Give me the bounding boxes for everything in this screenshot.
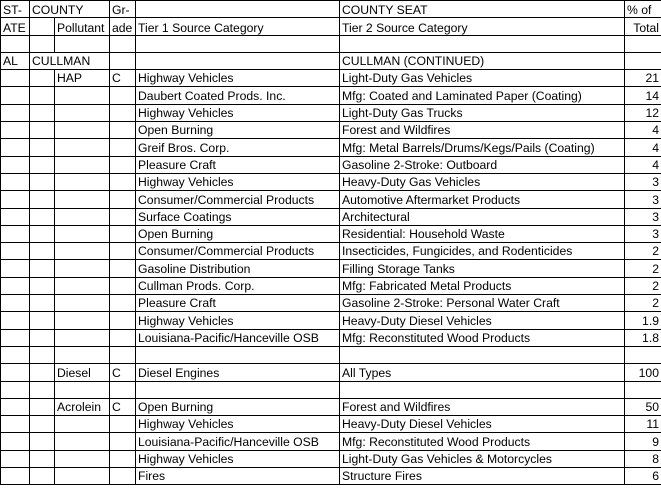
county-cell (30, 398, 55, 415)
pct-cell: 4 (625, 156, 661, 173)
pollutant-cell (55, 468, 110, 485)
grade-cell (110, 156, 136, 173)
pct-cell: 2 (625, 243, 661, 260)
tier1-cell: Highway Vehicles (136, 173, 340, 190)
state-cell: AL (1, 52, 30, 69)
tier1-cell: Open Burning (136, 122, 340, 139)
tier2-cell: Automotive Aftermarket Products (340, 191, 625, 208)
table-row (1, 398, 661, 415)
spacer-row (1, 35, 661, 52)
pollutant-cell (55, 225, 110, 242)
tier1-cell: Highway Vehicles (136, 416, 340, 433)
pollutant-cell (55, 191, 110, 208)
pollutant-cell (55, 329, 110, 346)
pollutant-cell (55, 208, 110, 225)
grade-cell: C (110, 364, 136, 381)
tier2-cell: Architectural (340, 208, 625, 225)
grade-cell (110, 416, 136, 433)
pollutant-cell (55, 260, 110, 277)
pct-cell: 50 (625, 398, 661, 415)
pct-cell: 2 (625, 295, 661, 312)
pollutant-cell (55, 104, 110, 121)
tier2-cell: Mfg: Reconstituted Wood Products (340, 433, 625, 450)
tier2-cell: Light-Duty Gas Vehicles & Motorcycles (340, 450, 625, 467)
pollutant-cell (55, 87, 110, 104)
pct-cell: 3 (625, 225, 661, 242)
tier2-cell: Mfg: Coated and Laminated Paper (Coating) (340, 87, 625, 104)
state-cell (1, 104, 30, 121)
tier1-cell: Open Burning (136, 225, 340, 242)
grade-cell (110, 87, 136, 104)
header-pct: % of (625, 1, 661, 18)
table-row (1, 468, 661, 485)
grade-cell (110, 295, 136, 312)
grade-cell (110, 139, 136, 156)
county-cell (30, 260, 55, 277)
state-cell (1, 243, 30, 260)
tier1-cell: Highway Vehicles (136, 312, 340, 329)
tier2-cell: Gasoline 2-Stroke: Outboard (340, 156, 625, 173)
pct-cell: 1.9 (625, 312, 661, 329)
state-cell (1, 468, 30, 485)
pollutant-cell (55, 312, 110, 329)
tier1-cell: Fires (136, 468, 340, 485)
pollutant-cell (55, 277, 110, 294)
pct-cell: 3 (625, 173, 661, 190)
grade-cell (110, 468, 136, 485)
county-cell (30, 364, 55, 381)
grade-cell (110, 208, 136, 225)
tier1-cell: Daubert Coated Prods. Inc. (136, 87, 340, 104)
state-cell (1, 416, 30, 433)
pct-cell: 1.8 (625, 329, 661, 346)
state-cell (1, 122, 30, 139)
grade-cell (110, 122, 136, 139)
table-row (1, 295, 661, 312)
county-cell (30, 277, 55, 294)
grade-cell: C (110, 398, 136, 415)
header-state-2: ATE (1, 18, 30, 35)
grade-cell (110, 225, 136, 242)
grade-cell (110, 312, 136, 329)
county-cell (30, 191, 55, 208)
county-cell (30, 122, 55, 139)
pct-cell: 4 (625, 122, 661, 139)
county-cell (30, 208, 55, 225)
table-row (1, 450, 661, 467)
pct-cell: 8 (625, 450, 661, 467)
pollutant-cell (55, 243, 110, 260)
table-row (1, 156, 661, 173)
tier2-cell: Forest and Wildfires (340, 122, 625, 139)
county-cell (30, 70, 55, 87)
table-row (1, 329, 661, 346)
pollutant-cell (55, 295, 110, 312)
table-row (1, 416, 661, 433)
pollutant-cell (55, 139, 110, 156)
state-cell (1, 398, 30, 415)
grade-cell (110, 450, 136, 467)
tier1-cell: Pleasure Craft (136, 156, 340, 173)
table-row (1, 87, 661, 104)
pct-cell: 100 (625, 364, 661, 381)
tier2-cell: Heavy-Duty Diesel Vehicles (340, 312, 625, 329)
tier1-cell: Open Burning (136, 398, 340, 415)
tier2-cell: Gasoline 2-Stroke: Personal Water Craft (340, 295, 625, 312)
table-row (1, 364, 661, 381)
pct-cell: 3 (625, 208, 661, 225)
pct-cell: 2 (625, 277, 661, 294)
tier1-cell: Highway Vehicles (136, 70, 340, 87)
tier2-cell: Structure Fires (340, 468, 625, 485)
state-cell (1, 260, 30, 277)
state-cell (1, 329, 30, 346)
table-row (1, 104, 661, 121)
table-row (1, 122, 661, 139)
tier1-cell: Surface Coatings (136, 208, 340, 225)
tier2-cell: Insecticides, Fungicides, and Rodenticides (340, 243, 625, 260)
grade-cell (110, 173, 136, 190)
tier2-cell: Light-Duty Gas Trucks (340, 104, 625, 121)
grade-cell: C (110, 70, 136, 87)
table-row (1, 139, 661, 156)
group-spacer-row (1, 346, 661, 363)
pollutant-cell (55, 156, 110, 173)
header-row-2 (1, 18, 661, 35)
header-county-blank (30, 18, 55, 35)
tier1-cell: Diesel Engines (136, 364, 340, 381)
header-grade-2: ade (110, 18, 136, 35)
tier2-cell: Heavy-Duty Diesel Vehicles (340, 416, 625, 433)
pct-cell: 2 (625, 260, 661, 277)
pollutant-cell (55, 450, 110, 467)
state-cell (1, 225, 30, 242)
header-county-seat: COUNTY SEAT (340, 1, 625, 18)
tier2-cell: Filling Storage Tanks (340, 260, 625, 277)
pollutant-cell (55, 433, 110, 450)
county-cell (30, 416, 55, 433)
tier1-cell: Highway Vehicles (136, 104, 340, 121)
pct-cell: 6 (625, 468, 661, 485)
grade-cell (110, 433, 136, 450)
county-cell (30, 139, 55, 156)
state-cell (1, 277, 30, 294)
tier2-cell: Heavy-Duty Gas Vehicles (340, 173, 625, 190)
county-cell (30, 87, 55, 104)
grade-cell (110, 329, 136, 346)
tier1-cell: Louisiana-Pacific/Hanceville OSB (136, 433, 340, 450)
tier2-cell: Residential: Household Waste (340, 225, 625, 242)
pct-cell: 14 (625, 87, 661, 104)
pct-cell: 12 (625, 104, 661, 121)
table-row (1, 173, 661, 190)
state-cell (1, 70, 30, 87)
tier2-cell: All Types (340, 364, 625, 381)
header-state: ST- (1, 1, 30, 18)
pct-cell: 3 (625, 191, 661, 208)
table-row (1, 260, 661, 277)
county-cell (30, 312, 55, 329)
table-row (1, 70, 661, 87)
state-cell (1, 156, 30, 173)
table-row (1, 243, 661, 260)
state-cell (1, 312, 30, 329)
table-row (1, 277, 661, 294)
county-cell (30, 433, 55, 450)
grade-cell (110, 243, 136, 260)
grade-cell (110, 277, 136, 294)
table-row (1, 433, 661, 450)
tier2-cell: Light-Duty Gas Vehicles (340, 70, 625, 87)
county-cell (30, 468, 55, 485)
pollutant-cell: HAP (55, 70, 110, 87)
tier1-cell: Highway Vehicles (136, 450, 340, 467)
pollutant-cell: Acrolein (55, 398, 110, 415)
tier1-cell: Gasoline Distribution (136, 260, 340, 277)
pct-cell: 11 (625, 416, 661, 433)
header-row-1 (1, 1, 661, 18)
location-row (1, 52, 661, 69)
pollutant-cell (55, 416, 110, 433)
pollutant-cell: Diesel (55, 364, 110, 381)
table-body (1, 1, 661, 485)
county-cell (30, 295, 55, 312)
county-cell (30, 225, 55, 242)
header-pollutant: Pollutant (55, 18, 110, 35)
grade-cell (110, 191, 136, 208)
county-cell (30, 173, 55, 190)
header-pct-2: Total (625, 18, 661, 35)
tier2-cell: Mfg: Fabricated Metal Products (340, 277, 625, 294)
county-cell (30, 243, 55, 260)
state-cell (1, 173, 30, 190)
state-cell (1, 450, 30, 467)
pollutant-cell (55, 173, 110, 190)
table-row (1, 208, 661, 225)
county-cell: CULLMAN (30, 52, 110, 69)
pct-cell: 4 (625, 139, 661, 156)
header-county: COUNTY (30, 1, 110, 18)
county-cell (30, 450, 55, 467)
grade-cell (110, 260, 136, 277)
tier1-cell: Consumer/Commercial Products (136, 191, 340, 208)
tier1-cell: Greif Bros. Corp. (136, 139, 340, 156)
pollutant-cell (55, 122, 110, 139)
pct-cell: 9 (625, 433, 661, 450)
tier1-cell: Louisiana-Pacific/Hanceville OSB (136, 329, 340, 346)
county-cell (30, 104, 55, 121)
state-cell (1, 364, 30, 381)
tier2-cell: Mfg: Metal Barrels/Drums/Kegs/Pails (Coating) (340, 139, 625, 156)
state-cell (1, 295, 30, 312)
tier1-cell: Pleasure Craft (136, 295, 340, 312)
state-cell (1, 139, 30, 156)
header-tier1: Tier 1 Source Category (136, 18, 340, 35)
header-grade: Gr- (110, 1, 136, 18)
tier1-cell: Consumer/Commercial Products (136, 243, 340, 260)
table-row (1, 225, 661, 242)
pct-cell: 21 (625, 70, 661, 87)
state-cell (1, 191, 30, 208)
county-seat-cell: CULLMAN (CONTINUED) (340, 52, 625, 69)
tier2-cell: Forest and Wildfires (340, 398, 625, 415)
tier1-cell: Cullman Prods. Corp. (136, 277, 340, 294)
state-cell (1, 87, 30, 104)
county-cell (30, 156, 55, 173)
tier2-cell: Mfg: Reconstituted Wood Products (340, 329, 625, 346)
header-blank (136, 1, 340, 18)
state-cell (1, 208, 30, 225)
group-spacer-row (1, 381, 661, 398)
grade-cell (110, 104, 136, 121)
header-tier2: Tier 2 Source Category (340, 18, 625, 35)
county-cell (30, 329, 55, 346)
table-row (1, 312, 661, 329)
table-row (1, 191, 661, 208)
state-cell (1, 433, 30, 450)
